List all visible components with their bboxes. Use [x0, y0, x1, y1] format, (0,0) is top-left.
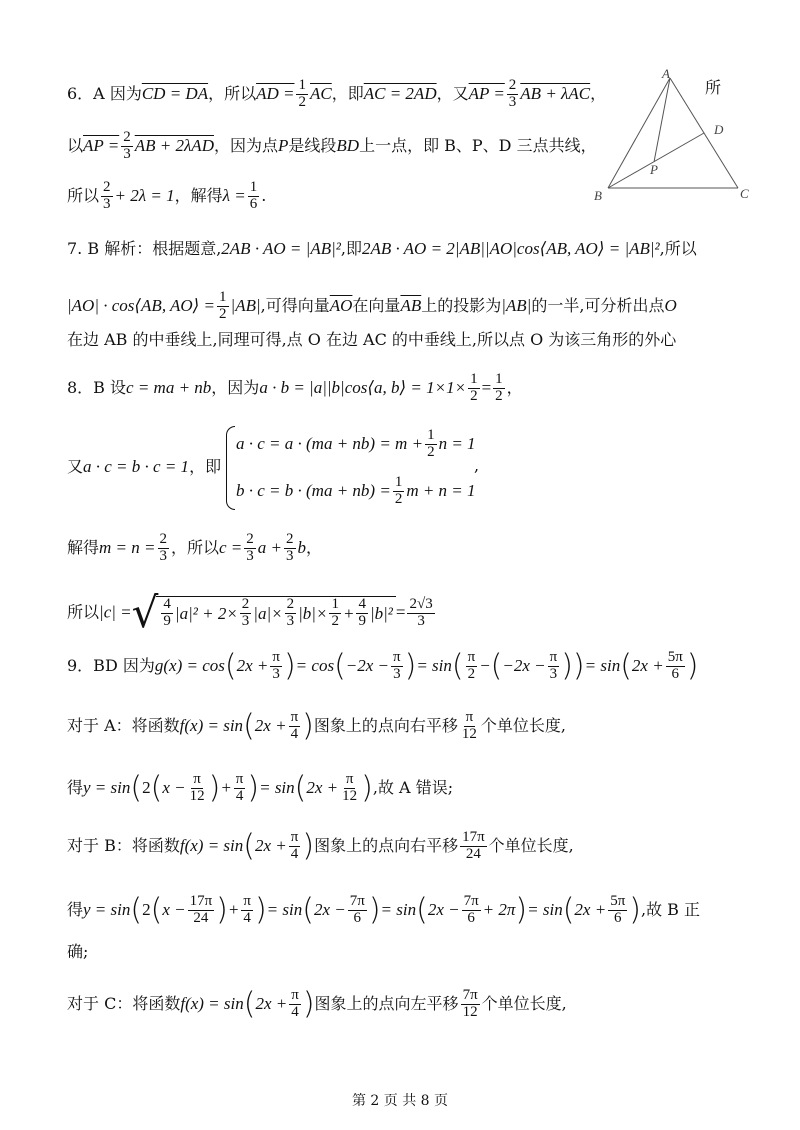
fraction: [121, 130, 133, 163]
q7-line3: [67, 332, 676, 348]
formula: 2x +: [254, 715, 287, 735]
text: ,故 B 正: [641, 899, 701, 919]
fraction: [158, 532, 170, 565]
q9-option-a-line1: 对于 A：将函数f(x) = sin(2x + $\frac{\pi}{4}$ )图象上的点向右平移 $\frac{\pi}{12}$ 个单位长度,: [67, 708, 566, 744]
denominator: 12: [189, 787, 205, 804]
q9-option-b-line2: 得y = sin(2(x − $\frac{17\pi}{24}$ )+ $\frac{\pi}{4}$ )= sin(2x − $\frac{7\pi}{6}$ )= sin(2x − $\frac{7\pi}{6}$ + 2π)= sin(2x + $\frac{5\pi}{6}$ ),故 B 正: [67, 892, 701, 928]
fraction: [161, 597, 173, 630]
formula: 2x −: [427, 899, 460, 919]
numerator: 1: [249, 179, 258, 195]
text: 的一半,可分析出点: [531, 295, 665, 315]
formula: AD =: [256, 83, 295, 103]
numerator: 1: [470, 371, 478, 387]
denominator: 3: [103, 195, 111, 212]
segment-bd: [608, 133, 704, 188]
label-p: P: [650, 162, 658, 177]
q8-system-eq1: [236, 428, 476, 461]
formula: AP =: [83, 135, 120, 155]
q8-line4: [67, 588, 437, 637]
formula: |b|×: [298, 604, 328, 623]
text: 解得: [67, 537, 100, 557]
text: ，因为: [211, 377, 260, 397]
text: 9．BD 因为: [67, 655, 155, 675]
denominator: 3: [549, 665, 558, 682]
fraction: [296, 78, 308, 111]
denominator: 12: [461, 725, 477, 742]
text: 上一点，即 B、P、D 三点共线，: [359, 135, 597, 155]
formula: = sin: [259, 777, 295, 797]
formula: 2AB · AO = |AB|²: [221, 239, 341, 258]
text: .: [261, 185, 267, 205]
formula: g(x) = cos: [154, 655, 225, 675]
text: ，解得: [174, 185, 223, 205]
text: ，所以: [171, 537, 220, 557]
text: ,: [474, 456, 480, 475]
formula: |c| =: [99, 602, 132, 622]
text: 所以: [67, 185, 100, 205]
denominator: 4: [290, 725, 299, 742]
fraction: [461, 988, 480, 1021]
denominator: 6: [613, 909, 622, 926]
text: 确;: [67, 942, 89, 961]
formula: f(x) = sin: [179, 715, 244, 735]
numerator: π: [465, 709, 474, 725]
fraction: [244, 532, 256, 565]
denominator: 2: [467, 665, 476, 682]
text: 又: [67, 457, 84, 476]
formula: = sin: [416, 655, 452, 675]
text: ,即: [340, 239, 362, 258]
numerator: 7π: [349, 893, 365, 909]
label-d: D: [714, 122, 724, 137]
numerator: 4: [358, 596, 366, 613]
radical-icon: √: [131, 588, 159, 637]
formula: n = 1: [438, 433, 476, 453]
fraction: [391, 650, 403, 683]
text: 6．A 因为: [67, 83, 142, 103]
denominator: 3: [159, 547, 167, 564]
formula: 2x +: [236, 655, 269, 675]
q8-line2: [67, 458, 221, 475]
fraction: [407, 597, 434, 630]
radicand: [156, 596, 395, 630]
denominator: 2: [298, 93, 306, 110]
formula: +: [220, 777, 232, 797]
formula: +: [227, 899, 240, 919]
label-c: C: [740, 186, 749, 201]
text: 个单位长度,: [488, 835, 574, 855]
fraction: [608, 894, 627, 927]
numerator: 2: [246, 531, 254, 547]
q7-line1: [67, 240, 697, 257]
text: ，: [306, 537, 323, 557]
text: ，: [590, 83, 607, 103]
text: 得: [67, 777, 84, 797]
fraction: [188, 894, 215, 927]
text: 图象上的点向右平移: [313, 715, 458, 735]
formula: a +: [257, 537, 283, 557]
q9-option-b-line3: [67, 944, 88, 960]
formula: |AO| · cos⟨AB, AO⟩ =: [67, 295, 216, 315]
fraction: [329, 597, 341, 630]
numerator: 2: [103, 179, 111, 195]
formula: 2x +: [306, 777, 339, 797]
formula: $\overline{AC}$: [309, 83, 332, 103]
numerator: π: [345, 771, 354, 787]
denominator: 24: [193, 909, 209, 926]
text: 对于 C：将函数: [67, 993, 181, 1013]
q6-line3: [67, 180, 266, 213]
fraction: [240, 597, 252, 630]
formula: AC = 2AD: [363, 83, 437, 103]
numerator: 7π: [462, 987, 478, 1003]
denominator: 4: [291, 1003, 299, 1020]
q9-option-b-line1: 对于 B：将函数f(x) = sin(2x + $\frac{\pi}{4}$ )图象上的点向右平移 $\frac{17\pi}{24}$ 个单位长度,: [67, 828, 574, 864]
formula: b · c = b · (ma + nb) =: [236, 480, 391, 500]
text: 以: [67, 135, 84, 155]
numerator: 1: [394, 474, 403, 490]
text: 图象上的点向左平移: [314, 993, 459, 1013]
formula: BD: [336, 135, 360, 155]
fraction: [425, 428, 437, 461]
numerator: 4: [163, 596, 171, 613]
page-footer: 第 2 页 共 8 页: [351, 1093, 449, 1109]
numerator: 17π: [189, 893, 213, 909]
edge-ab: [608, 78, 670, 188]
fraction: [340, 772, 359, 805]
formula: AP =: [468, 83, 505, 103]
q6-line1-tail: [705, 80, 721, 96]
fraction: [289, 830, 301, 863]
formula: a · c = b · c = 1: [83, 457, 190, 476]
denominator: 9: [163, 613, 171, 629]
text: 所以: [67, 602, 100, 622]
formula: AB + λAC: [520, 83, 591, 103]
fraction: [666, 650, 685, 683]
fraction: [468, 372, 480, 405]
denominator: 2: [427, 443, 435, 460]
fraction: [356, 597, 368, 630]
formula: = cos: [295, 655, 335, 675]
fraction: [234, 772, 246, 805]
numerator: 2: [159, 531, 167, 547]
q8-line1: [67, 372, 523, 405]
q8-line3: [67, 532, 322, 565]
denominator: 24: [465, 845, 481, 862]
denominator: 2: [470, 387, 478, 404]
formula: y = sin: [83, 777, 131, 797]
text: ，: [506, 377, 523, 397]
numerator: 2: [286, 531, 294, 547]
formula: + 2π: [482, 899, 516, 919]
formula: 2: [142, 899, 151, 919]
denominator: 3: [246, 547, 254, 564]
numerator: π: [393, 649, 401, 665]
formula: AB + 2λAD: [134, 135, 214, 155]
text: ,所以: [659, 239, 697, 258]
fraction: [241, 894, 253, 927]
formula: 2AB · AO = 2|AB||AO|cos⟨AB, AO⟩ = |AB|²: [361, 239, 660, 258]
formula: +: [342, 604, 355, 623]
numerator: π: [291, 987, 299, 1003]
numerator: 2: [123, 129, 131, 145]
text: 得: [67, 899, 84, 919]
formula: |a|×: [253, 604, 283, 623]
formula: = sin: [380, 899, 417, 919]
formula: + 2λ = 1: [114, 185, 175, 205]
numerator: π: [290, 829, 299, 845]
q8-system-comma: [474, 458, 479, 474]
denominator: 3: [272, 665, 280, 682]
formula: 2x +: [254, 835, 287, 855]
triangle-figure: [590, 68, 760, 208]
formula: |b|²: [369, 604, 393, 623]
numerator: π: [549, 649, 558, 665]
denominator: 4: [235, 787, 244, 804]
denominator: 6: [467, 909, 475, 926]
text: ，因为点: [213, 135, 278, 155]
label-a: A: [662, 68, 670, 81]
text: 上的投影为: [421, 295, 502, 315]
formula: −2x −: [345, 655, 390, 675]
denominator: 3: [286, 547, 294, 564]
text: 是线段: [288, 135, 337, 155]
label-b: B: [594, 188, 602, 203]
fraction: [460, 710, 479, 743]
text: 所: [705, 78, 722, 97]
formula: |AB|: [501, 295, 532, 315]
denominator: 3: [123, 145, 131, 162]
text: 7. B 解析：根据题意,: [67, 239, 222, 258]
formula: b: [297, 537, 307, 557]
fraction: [460, 830, 487, 863]
numerator: 1: [219, 289, 227, 305]
formula: 2x +: [631, 655, 664, 675]
text: 图象上的点向右平移: [314, 835, 459, 855]
formula: λ =: [222, 185, 246, 205]
denominator: 3: [286, 613, 295, 629]
fraction: [289, 988, 301, 1021]
formula: 2x +: [255, 993, 288, 1013]
formula: |a|² + 2×: [174, 604, 238, 623]
segment-ap: [654, 78, 670, 162]
fraction: [507, 78, 519, 111]
text: 个单位长度,: [480, 715, 566, 735]
text: ,故 A 错误;: [372, 777, 454, 797]
q9-option-a-line2: 得y = sin(2(x − $\frac{\pi}{12}$ )+ $\frac{\pi}{4}$ )= sin(2x + $\frac{\pi}{12}$ ),故 A 错误;: [67, 770, 454, 806]
numerator: 2√3: [409, 595, 433, 612]
fraction: [466, 650, 478, 683]
numerator: 1: [427, 427, 435, 443]
formula: CD = DA: [141, 83, 209, 103]
fraction: [248, 180, 260, 213]
text: ，所以: [208, 83, 257, 103]
formula: x −: [162, 899, 186, 919]
text: ，即: [331, 83, 364, 103]
fraction: [348, 894, 367, 927]
numerator: 2: [241, 596, 250, 613]
denominator: 3: [393, 665, 401, 682]
formula: 2x −: [313, 899, 346, 919]
q9-option-c-line1: 对于 C：将函数f(x) = sin(2x + $\frac{\pi}{4}$ )图象上的点向左平移 $\frac{7\pi}{12}$ 个单位长度,: [67, 986, 567, 1022]
denominator: 4: [243, 909, 251, 926]
formula: a · c = a · (ma + nb) = m +: [236, 433, 424, 453]
formula: f(x) = sin: [180, 993, 244, 1013]
formula: = sin: [527, 899, 563, 919]
denominator: 2: [495, 387, 503, 404]
numerator: π: [290, 709, 299, 725]
numerator: 1: [298, 77, 306, 93]
numerator: 1: [331, 596, 339, 613]
q7-line2: [67, 290, 677, 323]
numerator: π: [235, 771, 244, 787]
numerator: 5π: [667, 649, 683, 665]
denominator: 2: [219, 305, 227, 322]
text: 对于 A：将函数: [67, 715, 180, 735]
denominator: 12: [342, 787, 358, 804]
text: 在向量: [352, 295, 401, 315]
denominator: 6: [353, 909, 362, 926]
formula: |AB|: [230, 295, 261, 315]
formula: m = n =: [99, 537, 156, 557]
numerator: π: [467, 649, 476, 665]
q9-line1: 9．BD 因为g(x) = cos(2x + $\frac{\pi}{3}$ )= cos(−2x − $\frac{\pi}{3}$ )= sin( $\frac{\pi}{2}$ −(−2x − $\frac{\pi}{3}$ ))= sin(2x + $\frac{5\pi}{6}$ ): [67, 648, 699, 684]
denominator: 4: [290, 845, 299, 862]
denominator: 3: [508, 93, 517, 110]
formula: c = ma + nb: [126, 377, 212, 397]
fraction: [393, 475, 405, 508]
fraction: [285, 597, 297, 630]
formula: O: [664, 295, 677, 315]
formula: $\overline{AB}$: [400, 295, 422, 315]
denominator: 6: [671, 665, 679, 682]
formula: −2x −: [502, 655, 546, 675]
q6-line1: [67, 78, 606, 111]
denominator: 3: [417, 612, 425, 629]
fraction: [217, 290, 229, 323]
denominator: 3: [241, 613, 250, 629]
numerator: 1: [495, 371, 503, 387]
fraction: [270, 650, 282, 683]
denominator: 9: [358, 613, 366, 629]
square-root: [131, 588, 396, 637]
formula: P: [277, 135, 289, 155]
numerator: 2: [286, 596, 295, 613]
fraction: [188, 772, 207, 805]
formula: =: [481, 377, 492, 397]
numerator: 5π: [610, 893, 626, 909]
numerator: π: [193, 771, 201, 787]
text: 8．B 设: [67, 377, 127, 397]
denominator: 12: [462, 1003, 478, 1020]
numerator: 7π: [463, 893, 479, 909]
formula: 2x +: [574, 899, 607, 919]
text: 在边 AB 的中垂线上,同理可得,点 O 在边 AC 的中垂线上,所以点 O 为该三角形的外心: [67, 330, 677, 349]
numerator: π: [272, 649, 280, 665]
fraction: [289, 710, 301, 743]
formula: c =: [219, 537, 243, 557]
text: 个单位长度,: [481, 993, 567, 1013]
formula: x −: [162, 777, 186, 797]
formula: y = sin: [83, 899, 131, 919]
numerator: 2: [508, 77, 517, 93]
formula: $\overline{AO}$: [329, 295, 353, 315]
text: 对于 B：将函数: [67, 835, 180, 855]
text: ，又: [436, 83, 469, 103]
text: ,可得向量: [260, 295, 330, 315]
formula: −: [479, 655, 491, 675]
fraction: [462, 894, 481, 927]
equation-system-brace: [226, 426, 235, 510]
numerator: π: [243, 893, 251, 909]
formula: 2: [142, 777, 151, 797]
q6-line2: [67, 130, 597, 163]
text: ，即: [189, 457, 222, 476]
fraction: [493, 372, 505, 405]
formula: a · b = |a||b|cos⟨a, b⟩ = 1×1×: [259, 377, 467, 397]
denominator: 2: [394, 490, 403, 507]
fraction: [101, 180, 113, 213]
q8-system-eq2: [236, 475, 476, 508]
denominator: 2: [331, 613, 339, 629]
formula: = sin: [266, 899, 303, 919]
fraction: [284, 532, 296, 565]
formula: f(x) = sin: [179, 835, 244, 855]
numerator: 17π: [462, 829, 485, 845]
formula: = sin: [584, 655, 621, 675]
fraction: [548, 650, 560, 683]
formula: =: [395, 602, 406, 622]
formula: m + n = 1: [406, 480, 476, 500]
denominator: 6: [249, 195, 258, 212]
